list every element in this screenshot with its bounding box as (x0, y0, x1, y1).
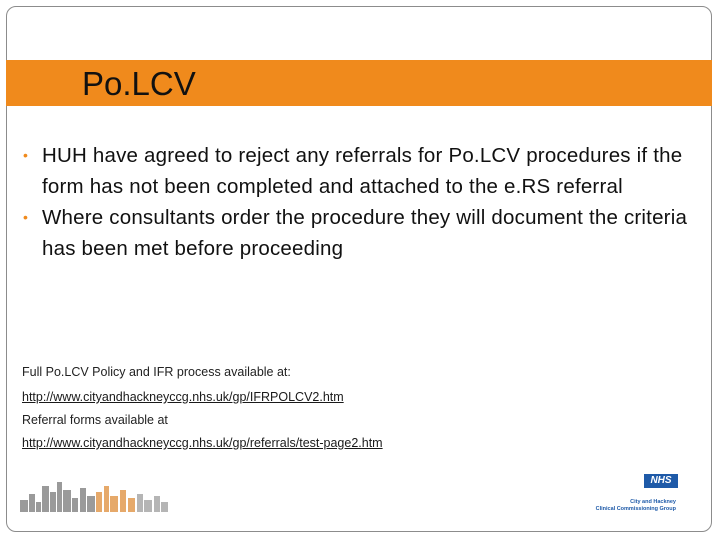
bullet-text: Where consultants order the procedure they will document the criteria has been met before proceeding (42, 206, 688, 260)
slide-title: Po.LCV (82, 65, 196, 102)
bullet-item (20, 202, 700, 264)
bullet-text: HUH have agreed to reject any referrals for Po.LCV procedures if the form has not been completed and attached to the e.RS referral (42, 144, 683, 198)
forms-link[interactable]: http://www.cityandhackneyccg.nhs.uk/gp/referrals/test-page2.htm (22, 436, 383, 450)
logo-line-2: Clinical Commissioning Group (595, 506, 676, 512)
ccg-logo (578, 474, 678, 516)
logo-line-1: City and Hackney (630, 499, 676, 505)
nhs-logo: NHS (644, 474, 678, 488)
forms-text: Referral forms available at (22, 413, 168, 427)
bullet-item (20, 140, 700, 202)
policy-text: Full Po.LCV Policy and IFR process available at: (22, 365, 291, 379)
bullet-icon: • (23, 209, 29, 225)
policy-link[interactable]: http://www.cityandhackneyccg.nhs.uk/gp/IFRPOLCV2.htm (22, 390, 344, 404)
city-skyline-icon (20, 478, 168, 512)
bullet-icon: • (23, 147, 29, 163)
bullet-list (20, 140, 700, 264)
